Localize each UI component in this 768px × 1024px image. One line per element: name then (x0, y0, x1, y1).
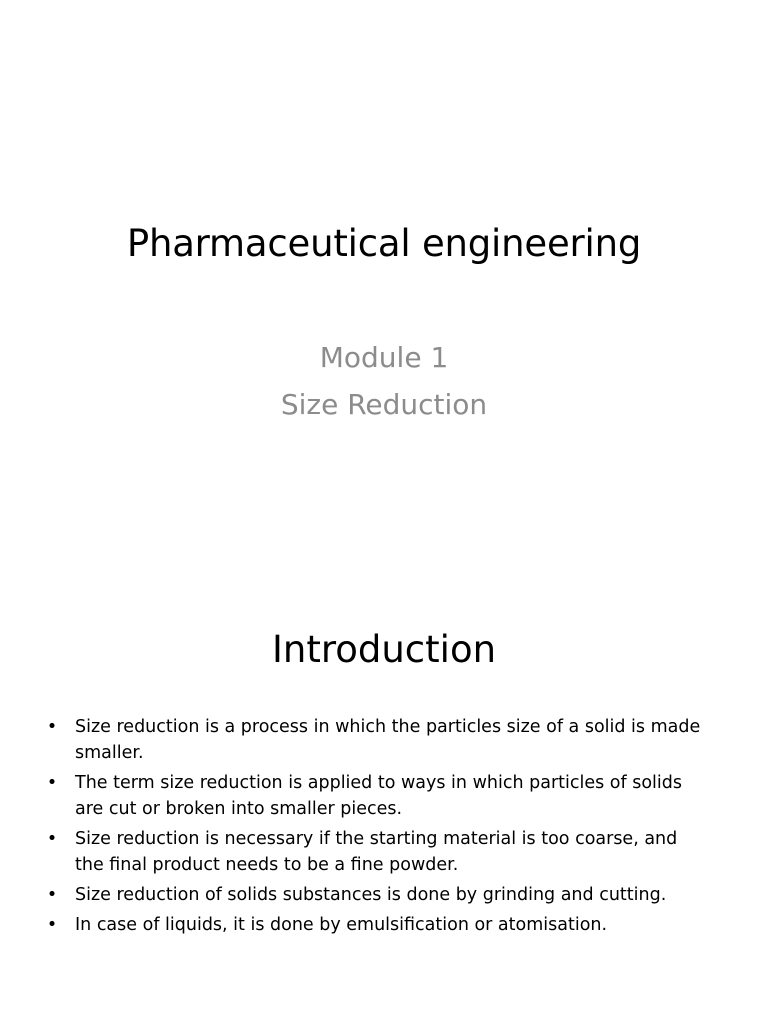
bullet-icon: • (46, 773, 58, 793)
bullet-icon: • (46, 829, 58, 849)
slide-subtitle (0, 334, 768, 428)
subtitle-line-topic: Size Reduction (280, 388, 488, 421)
bullet-item (40, 826, 710, 878)
introduction-slide (0, 576, 768, 1024)
bullet-text: The term size reduction is applied to ways in which particles of solids are cut or broken into smaller pieces. (75, 773, 683, 819)
subtitle-line-module: Module 1 (319, 341, 449, 374)
bullet-item (40, 882, 710, 908)
bullet-item (40, 912, 710, 938)
bullet-icon: • (46, 885, 58, 905)
bullet-icon: • (46, 915, 58, 935)
bullet-text: Size reduction is necessary if the starting material is too coarse, and the final product needs to be a fine powder. (75, 829, 678, 875)
bullet-item (40, 770, 710, 822)
bullet-item (40, 714, 710, 766)
slide-title: Introduction (271, 628, 497, 671)
bullet-text: Size reduction of solids substances is done by grinding and cutting. (75, 885, 667, 905)
bullet-text: Size reduction is a process in which the particles size of a solid is made smaller. (75, 717, 701, 763)
bullet-text: In case of liquids, it is done by emulsification or atomisation. (75, 915, 608, 935)
slide-title: Pharmaceutical engineering (126, 222, 642, 265)
bullet-icon: • (46, 717, 58, 737)
bullet-list (40, 714, 710, 942)
